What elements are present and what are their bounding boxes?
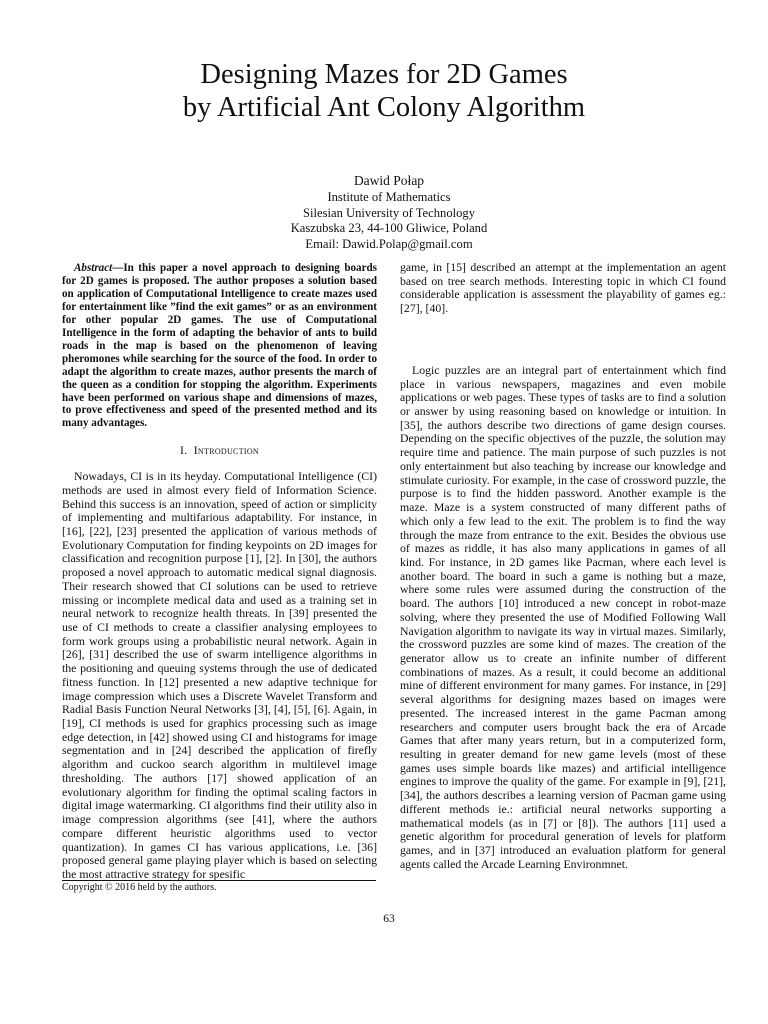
right-column (400, 261, 726, 871)
intro-paragraph-mazes: Logic puzzles are an integral part of entertainment which find place in various newspapers, magazines and even mobile applications or web pages. These types of tasks are to find a solution or answer by using reasoning based on knowledge or intuition. In [35], the authors describe two directions of game design courses. Depending on the specific objectives of the puzzle, the solution may require time and patience. The main purpose of such puzzles is not only entertainment but also teaching by increase our knowledge and stimulate curiosity. For example, in the case of crossword puzzle, the purpose is to find the hidden password. Another example is the maze. Maze is a system constructed of many different paths of which only a few lead to the exit. The problem is to find the way through the maze from entrance to the exit. Besides the obvious use of mazes as riddle, it has also many applications in games of all kind. For instance, in 2D games like Pacman, where each level is another board. The board in such a game is nothing but a maze, where some rules were assumed during the construction of the board. The authors [10] introduced a new concept in robot-maze solving, where they presented the use of Modified Following Wall Navigation algorithm to navigate its way in virtual mazes. Similarly, the crossword puzzles are some kind of mazes. The creation of the generator allow us to create an infinite number of different combinations of mazes. As a result, it could become an additional mine of different environment for many games. For instance, in [29] several algorithms for designing mazes based on images were presented. The increased interest in the game Pacman among researchers and computer users brought back the era of Arcade Games that after many years return, but in a computerized form, resulting in greater demand for new game levels (most of these games uses simple boards like mazes) and artificial intelligence engines to improve the quality of the game. For example in [9], [21], [34], the authors describes a learning version of Pacman game using different methods ie.: artificial neural networks supporting a mathematical models (as in [7] or [8]). The authors [11] used a genetic algorithm for procedural generation of levels for platform games, and in [37] introduced an evaluation platform for general agents called the Arcade Learning Environmnet. (400, 362, 726, 871)
abstract-label: Abstract (74, 262, 113, 274)
footnote-rule (62, 880, 376, 881)
title-line-2: by Artificial Ant Colony Algorithm (182, 92, 586, 123)
section-number: I. (180, 444, 188, 458)
author-address: Kaszubska 23, 44-100 Gliwice, Poland (290, 221, 488, 235)
paper-title (0, 58, 768, 124)
left-column (62, 262, 377, 882)
section-title: Introduction (193, 444, 259, 458)
intro-paragraph-continued: game, in [15] described an attempt at the implementation an agent based on tree search methods. Interesting topic in which CI found considerable application is assessment the playability of games eg.: [27], [40]. (400, 260, 726, 316)
title-line-1: Designing Mazes for 2D Games (200, 59, 568, 90)
section-heading (62, 444, 377, 458)
author-name: Dawid Połap (353, 173, 425, 188)
author-block (0, 172, 768, 252)
page-number: 63 (383, 913, 395, 925)
author-university: Silesian University of Technology (302, 205, 476, 220)
intro-paragraph-left: Nowadays, CI is in its heyday. Computational Intelligence (CI) methods are used in almost every field of Information Science. Behind this success is an innovation, speed of action or simplicity of implementing and multifarious adaptability. For instance, in [16], [22], [23] presented the application of various methods of Evolutionary Computation for finding keypoints on 2D images for classification and recognition purpose [1], [2]. In [30], the authors proposed a novel approach to automatic medical signal diagnosis. Their research showed that CI solutions can be used to retrieve missing or incomplete medical data and used as a training set in neural network to recognize health threats. In [39] presented the use of CI methods to create a classifier analysing employees to form work groups using a probabilistic neural network. Again in [26], [31] described the use of swarm intelligence algorithms in the positioning and queuing systems through the use of dedicated fitness function. In [12] presented a new adaptive technique for image compression which uses a Discrete Wavelet Transform and Radial Basis Function Neural Networks [3], [4], [5], [6]. Again, in [19], CI methods is used for graphics processing such as image edge detection, in [42] showed using CI and histograms for image segmentation and in [24] described the application of firefly algorithm and cuckoo search algorithm in multilevel image thresholding. The authors [17] showed application of an evolutionary algorithm for finding the optimal scaling factors in digital image watermarking. CI algorithms find their utility also in image compression algorithms (see [41], where the authors compare different heuristic algorithms used to vector quantization). In games CI has various applications, i.e. [36] proposed general game playing player which is based on selecting the most attractive strategy for spesific (62, 469, 377, 881)
abstract-text: —In this paper a novel approach to designing boards for 2D games is proposed. The author proposes a solution based on application of Computational Intelligence to create mazes used for entertainment like ”find the exit games” or as an environment for other popular 2D games. The use of Computational Intelligence in the form of adapting the behavior of ants to build roads in the map is based on the phenomenon of leaving pheromones while searching for the source of the food. In order to adapt the algorithm to create mazes, author presents the march of the queen as a condition for stopping the algorithm. Experiments have been performed on various shape and dimensions of mazes, to prove effectiveness and speed of the presented method and its many advantages. (62, 262, 377, 430)
author-institute: Institute of Mathematics (327, 190, 451, 204)
author-email: Email: Dawid.Polap@gmail.com (305, 236, 473, 251)
copyright-footnote: Copyright © 2016 held by the authors. (62, 882, 217, 893)
abstract (62, 262, 377, 430)
